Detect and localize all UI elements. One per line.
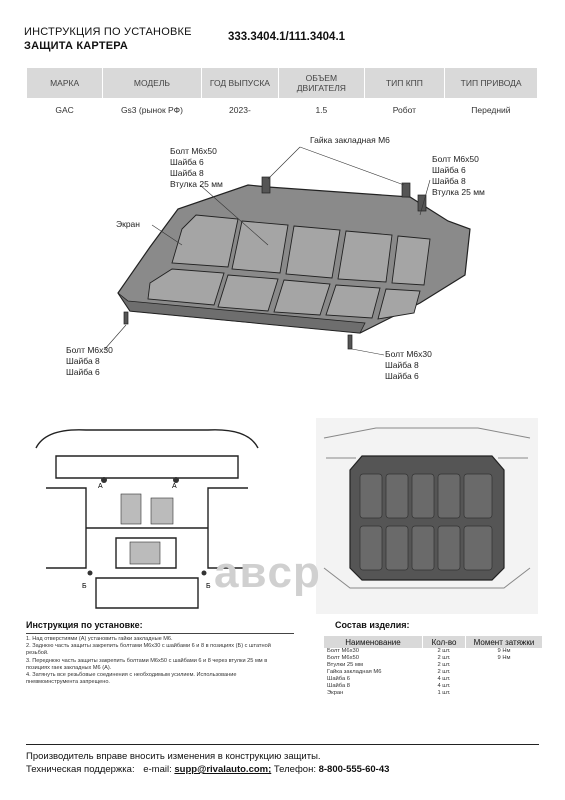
instruction-line: резьбой. [26, 650, 49, 657]
components-title: Состав изделия: [335, 620, 410, 630]
callout-line: Втулка 25 мм [170, 179, 223, 189]
component-name: Шайба 6 [327, 676, 351, 682]
callout-line: Шайба 8 [432, 176, 466, 186]
instructions-body [26, 636, 311, 686]
screen-callout: Экран [116, 219, 140, 229]
component-torque [466, 676, 543, 683]
component-qty: 4 шт. [437, 676, 451, 682]
components-header: Кол-во [423, 636, 466, 648]
components-table [324, 636, 543, 697]
instruction-line: 2. Заднюю часть защиты закрепить болтами М6х30 с шайбами 6 и 8 в позициях (Б) с штатной [26, 643, 271, 650]
installed-view [316, 418, 538, 614]
support-phone: 8-800-555-60-43 [318, 764, 390, 775]
component-torque [466, 662, 543, 669]
callout-line: Шайба 8 [385, 360, 419, 370]
components-header: Момент затяжки [466, 636, 543, 648]
spec-cell: 2023- [229, 105, 251, 115]
component-qty: 4 шт. [437, 683, 451, 689]
spec-header-cell: МАРКА [27, 68, 103, 98]
table-row [324, 662, 543, 669]
top-left-callout [170, 146, 223, 190]
marker-a: A [172, 483, 177, 490]
component-qty: 2 шт. [437, 662, 451, 668]
table-row [324, 690, 543, 697]
component-qty: 2 шт. [437, 669, 451, 675]
table-row [324, 648, 543, 655]
component-qty: 2 шт. [437, 648, 451, 654]
table-row [324, 655, 543, 662]
instruction-line: 4. Затянуть все резьбовые соединения с необходимым усилием. Использование [26, 672, 237, 679]
component-name: Втулки 25 мм [327, 662, 363, 668]
component-torque [466, 669, 543, 676]
doc-subtitle: ЗАЩИТА КАРТЕРА [24, 40, 128, 52]
callout-line: Болт М6х30 [385, 349, 432, 359]
component-torque [466, 690, 543, 697]
instruction-line: пневмоинструмента запрещено. [26, 679, 110, 686]
spec-cell: Gs3 (рынок РФ) [120, 105, 183, 115]
component-name: Гайка закладная М6 [327, 669, 382, 675]
callout-line: Шайба 6 [66, 367, 100, 377]
component-name: Болт М6х50 [327, 655, 359, 661]
doc-title: ИНСТРУКЦИЯ ПО УСТАНОВКЕ [24, 26, 192, 38]
component-torque: 9 Нм [497, 655, 511, 661]
watermark: aвcp [214, 548, 321, 597]
callout-line: Шайба 6 [385, 371, 419, 381]
callout-line: Шайба 6 [170, 157, 204, 167]
spec-value-row [27, 98, 538, 122]
table-row [324, 676, 543, 683]
component-qty: 1 шт. [437, 690, 451, 696]
table-row [324, 669, 543, 676]
spec-cell: Робот [392, 105, 417, 115]
instruction-line: 3. Переднюю часть защиты закрепить болтами М6х50 с шайбами 6 и 8 через втулки 25 мм в [26, 657, 268, 664]
component-torque [466, 683, 543, 690]
spec-header-row [27, 68, 538, 98]
part-code: 333.3404.1/111.3404.1 [228, 31, 346, 43]
table-row [324, 683, 543, 690]
spec-cell: 1.5 [315, 105, 328, 115]
top-right-callout [432, 154, 485, 198]
callout-line: Болт М6х50 [432, 154, 479, 164]
nut-callout: Гайка закладная М6 [310, 135, 390, 145]
phone-label: Телефон: [273, 764, 316, 775]
bottom-left-callout [66, 345, 113, 378]
spec-header-cell: ГОД ВЫПУСКА [201, 68, 278, 98]
email-label: e-mail: [143, 764, 172, 775]
support-email-link[interactable]: supp@rivalauto.com; [174, 764, 272, 775]
callout-line: Шайба 6 [432, 165, 466, 175]
marker-a: A [98, 483, 103, 490]
component-torque: 9 Нм [497, 648, 511, 654]
disclaimer: Производитель вправе вносить изменения в конструкцию защиты. [26, 751, 321, 762]
components-header: Наименование [324, 636, 423, 648]
footer-divider [26, 744, 539, 745]
spec-header-cell: ТИП ПРИВОДА [445, 68, 537, 98]
components-header-row [324, 636, 543, 648]
component-name: Шайба 8 [327, 683, 351, 689]
spec-header-cell: ТИП КПП [364, 68, 445, 98]
support-line [26, 764, 389, 775]
marker-b: Б [206, 583, 211, 590]
callout-line: Болт М6х30 [66, 345, 113, 355]
bottom-right-callout [385, 349, 432, 382]
instructions-title: Инструкция по установке: [26, 620, 143, 630]
component-qty: 2 шт. [437, 655, 451, 661]
spec-cell: GAC [55, 105, 74, 115]
divider [26, 633, 294, 634]
spec-header-cell: МОДЕЛЬ [103, 68, 201, 98]
vehicle-spec-table [26, 68, 537, 122]
spec-cell: Передний [471, 105, 511, 115]
marker-b: Б [82, 583, 87, 590]
callout-line: Шайба 8 [66, 356, 100, 366]
component-name: Экран [327, 690, 344, 696]
callout-line: Болт М6х50 [170, 146, 217, 156]
support-label: Техническая поддержка: [26, 764, 135, 775]
component-name: Болт М6х30 [327, 648, 359, 654]
instruction-line: позициях гаек закладных М6 (А). [26, 664, 112, 671]
instruction-line: 1. Над отверстиями (А) установить гайки закладные М6. [26, 636, 173, 642]
spec-header-cell: ОБЪЕМ ДВИГАТЕЛЯ [279, 68, 364, 98]
callout-line: Шайба 8 [170, 168, 204, 178]
callout-line: Втулка 25 мм [432, 187, 485, 197]
